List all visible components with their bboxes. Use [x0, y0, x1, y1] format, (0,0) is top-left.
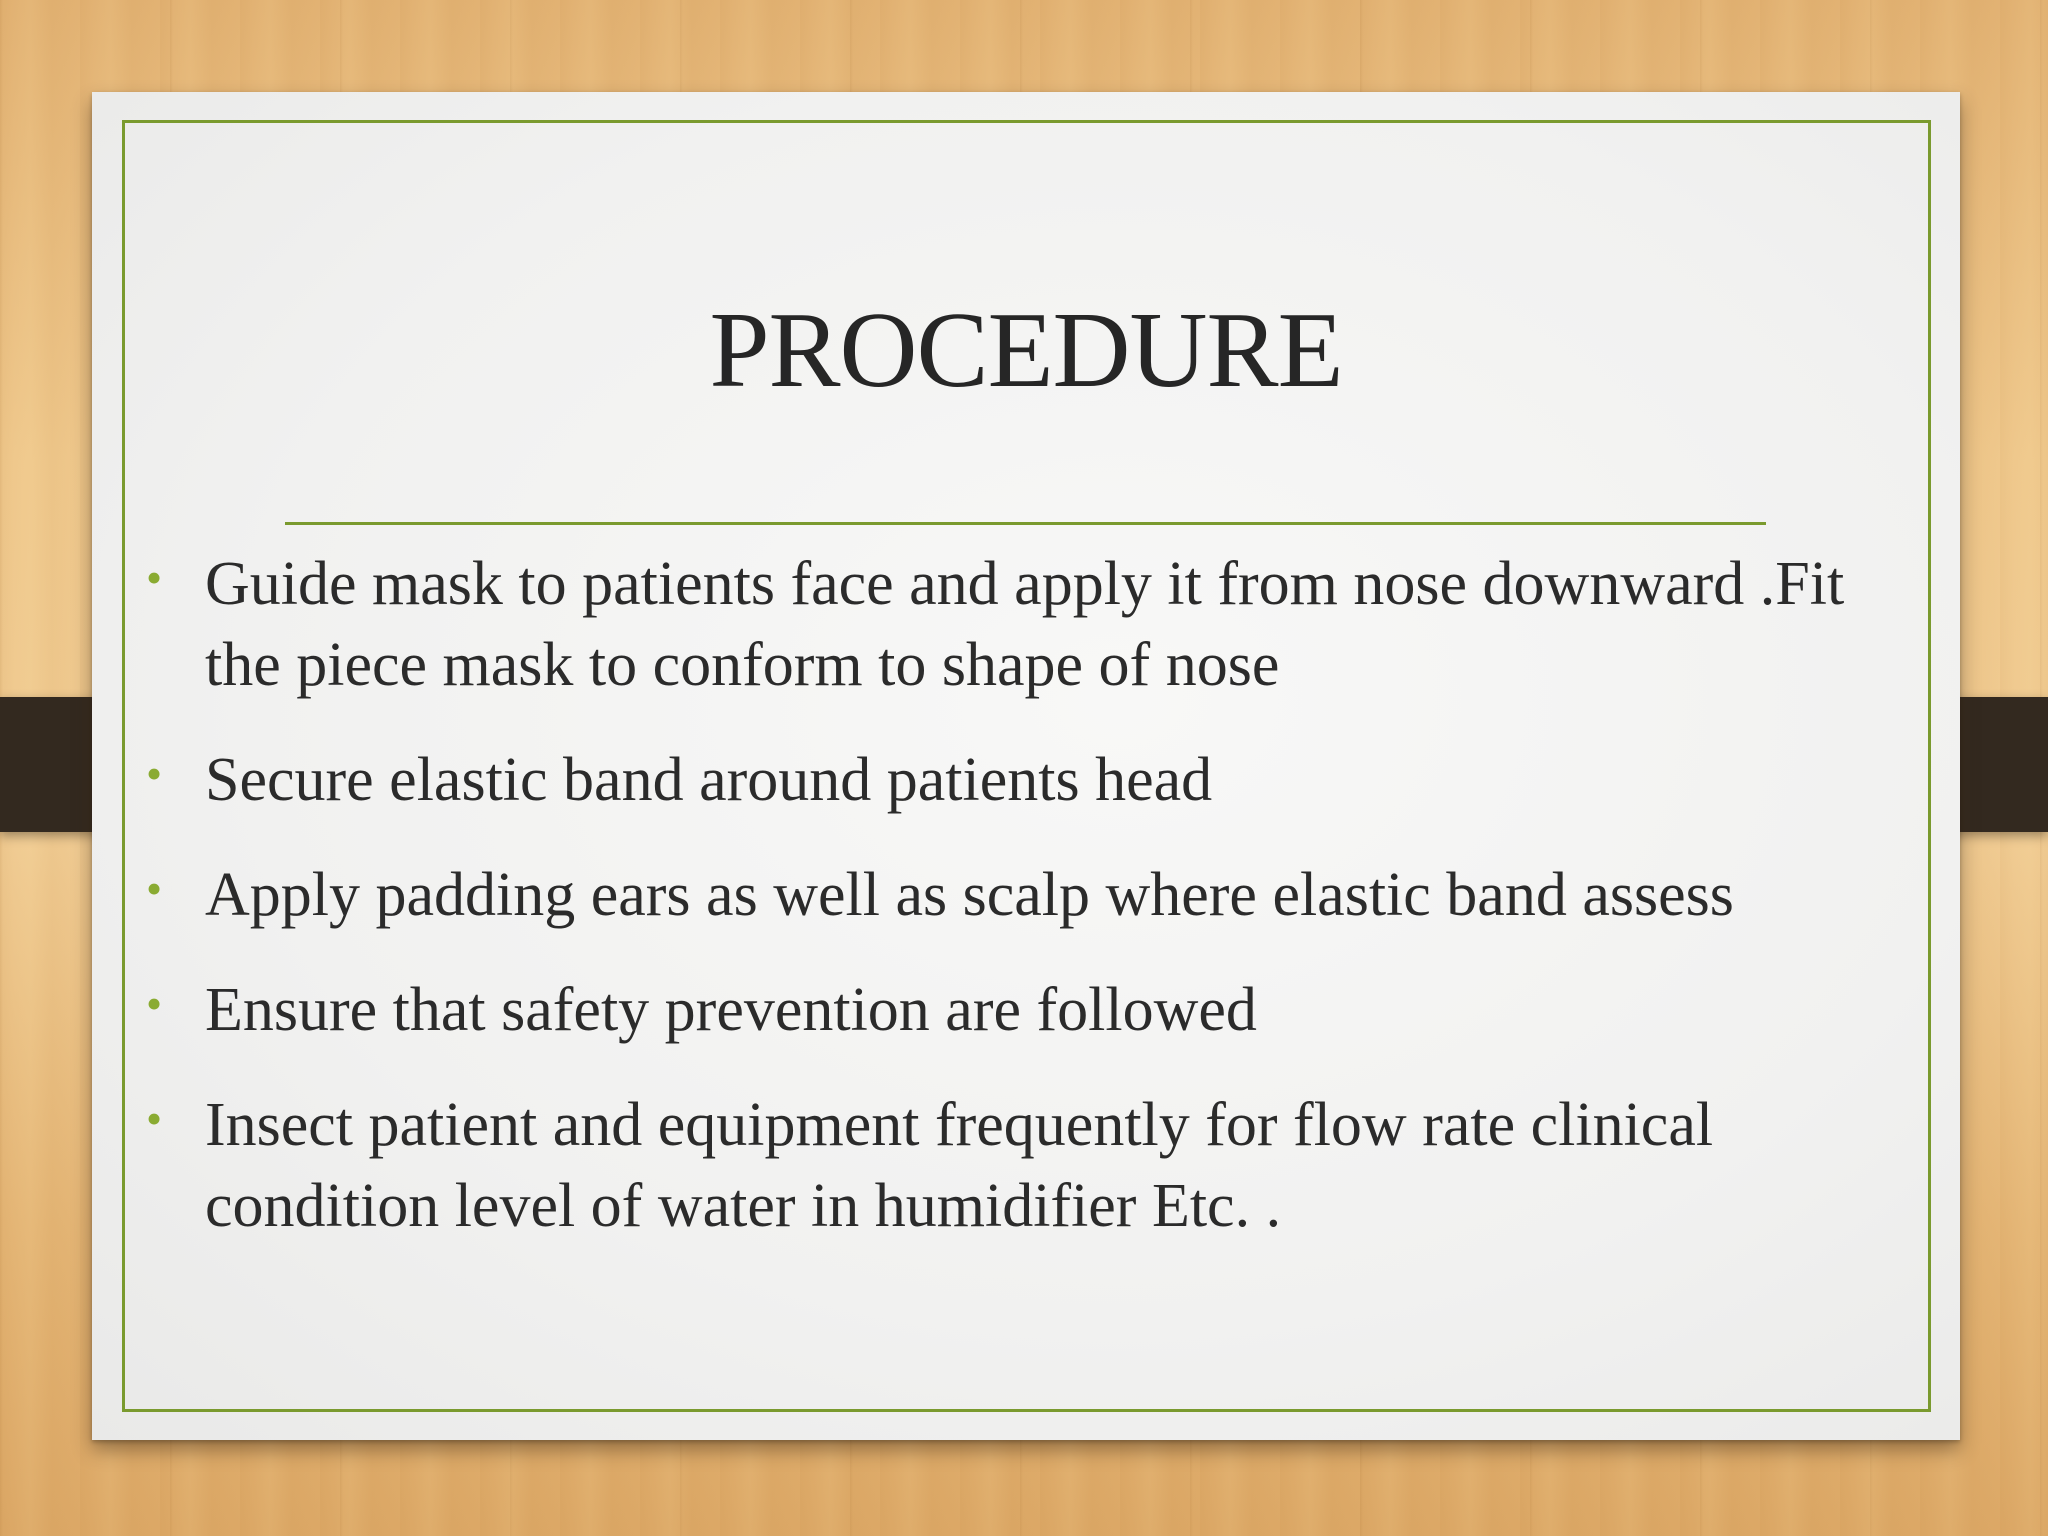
bullet-text: Secure elastic band around patients head [205, 746, 1213, 814]
title-divider [285, 522, 1766, 525]
bullet-text: Ensure that safety prevention are followed [205, 976, 1257, 1044]
slide-title: PROCEDURE [709, 291, 1343, 410]
bullet-dot-icon: • [146, 748, 163, 799]
slide-card [92, 92, 1960, 1440]
bullet-item [92, 544, 1960, 706]
bullet-item [92, 740, 1960, 821]
bullet-dot-icon: • [146, 863, 163, 914]
bullet-item [92, 855, 1960, 936]
bullet-dot-icon: • [146, 978, 163, 1029]
bullet-text: Apply padding ears as well as scalp where elastic band assess [205, 861, 1734, 929]
bullet-text: Guide mask to patients face and apply it from nose downward .Fit the piece mask to conform to shape of nose [205, 550, 1845, 699]
bullet-dot-icon: • [146, 1093, 163, 1144]
bullet-dot-icon: • [146, 552, 163, 603]
bullet-item [92, 970, 1960, 1051]
bullet-list [92, 544, 1960, 1281]
bullet-item [92, 1085, 1960, 1247]
bullet-text: Insect patient and equipment frequently for flow rate clinical condition level of water in humidifier Etc. . [205, 1091, 1714, 1240]
